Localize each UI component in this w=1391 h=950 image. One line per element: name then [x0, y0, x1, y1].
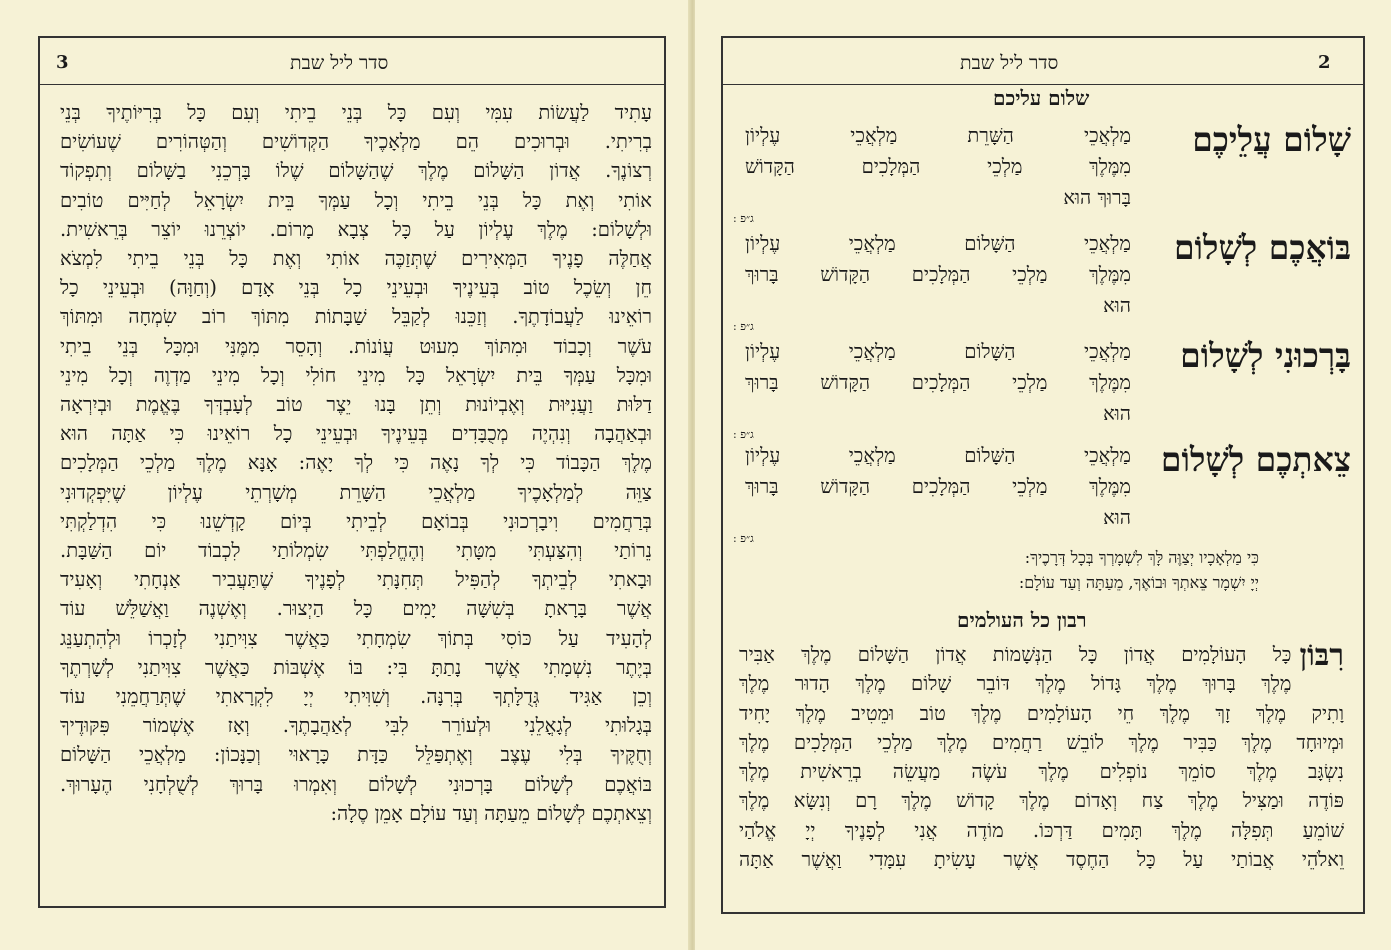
- text-line: מֶלֶךְ בָּרוּךְ מֶלֶךְ גָּדוֹל מֶלֶךְ דּוֹבֵר שָׁלוֹם מֶלֶךְ הָדוּר מֶלֶךְ: [739, 672, 1292, 696]
- verse-line: מַלְאֲכֵי הַשָּׁלוֹם מַלְאֲכֵי עֶלְיוֹן: [745, 444, 1131, 467]
- text-line: בּוֹאֲכֶם לְשָׁלוֹם בָּרְכוּנִי לְשָׁלוֹם וְאִמְרוּ בָּרוּךְ לְשֻׁלְחָנִי הֶעָרוּךְ.: [60, 772, 652, 796]
- text-line: וּבְאַהֲבָה וְנִהְיֶה מְכֻבָּדִים בְּעֵינֶיךָ וּבְעֵינֵי כָל רוֹאֵינוּ כִּי אַתָּה הוּא: [60, 422, 652, 446]
- section-title-shalom-aleichem: שלום עליכם: [993, 86, 1090, 110]
- verse-line: הוּא: [1103, 402, 1131, 425]
- text-line: רְצוֹנֶךָ. אֲדוֹן הַשָּׁלוֹם מֶלֶךְ שֶׁהַשָּׁלוֹם שֶׁלוֹ בָּרְכֵנִי בַשָּׁלוֹם וְתִפְקוֹד: [60, 159, 652, 183]
- text-line: נִשְׂגָּב מֶלֶךְ סוֹמֵךְ נוֹפְלִים מֶלֶךְ עֹשֶׂה מַעֲשֵׂה בְרֵאשִׁית מֶלֶךְ: [739, 760, 1344, 784]
- text-line: בְרִיתִי. וּבְרוּכִים הֵם מַלְאָכֶיךָ הַקְּדוֹשִׁים וְהַטְּהוֹרִים שֶׁעוֹשִׂים: [60, 130, 652, 154]
- page-number: 2: [1318, 52, 1331, 73]
- page-number: 3: [56, 52, 69, 73]
- text-line: חֵן וְשֵׂכֶל טוֹב בְּעֵינֶיךָ וּבְעֵינֵי כָל בְּנֵי אָדָם (וְחַוָּה) וּבְעֵינֵי כָל: [60, 276, 652, 300]
- text-line: עָתִיד לַעֲשׂוֹת עִמִּי וְעִם כָּל בְּנֵי בֵיתִי וְעִם כָּל בְּרִיּוֹתֶיךָ בְּנֵי: [60, 101, 652, 124]
- ribon-opening-word: רִבּוֹן: [1299, 638, 1344, 673]
- verse-line: מַלְאֲכֵי הַשָּׁלוֹם מַלְאֲכֵי עֶלְיוֹן: [745, 340, 1131, 363]
- stanza-heading: בָּרְכוּנִי לְשָׁלוֹם: [1180, 336, 1351, 375]
- text-line: נֵרוֹתַי וְהִצַּעְתִּי מִטָּתִי וְהֶחֱלַפְתִּי שִׂמְלוֹתַי לִכְבוֹד יוֹם הַשַּׁבָּת.: [60, 539, 652, 563]
- text-line: פּוֹדֶה וּמַצִּיל מֶלֶךְ צַח וְאָדוֹם מֶלֶךְ קָדוֹשׁ מֶלֶךְ רָם וְנִשָּׂא מֶלֶךְ: [739, 789, 1344, 813]
- text-line: בְּיֶתֶר נִשְׁמָתִי אֲשֶׁר נָתַתָּ בִּי: בּוֹ אֶשְׁבּוֹת כַּאֲשֶׁר צִוִּיתַנִי לְשָׁרְתֶךָ: [60, 655, 652, 679]
- stanza-verse: [745, 120, 1131, 213]
- verse-line: הוּא: [1103, 506, 1131, 529]
- text-line: וּלְשָׁלוֹם: מֶלֶךְ עֶלְיוֹן עַל כָּל צְבָא מָרוֹם. יוֹצְרֵנוּ יוֹצֵר בְּרֵאשִׁית.: [60, 217, 652, 241]
- text-line: וְצֵאתְכֶם לְשָׁלוֹם מֵעַתָּה וְעַד עוֹלָם אָמֵן סֶלָה:: [330, 801, 652, 825]
- prayer-body-text: [60, 98, 652, 828]
- verse-line: בָּרוּךְ הוּא: [1063, 186, 1131, 209]
- text-line: מֶלֶךְ הַכָּבוֹד כִּי לְךָ נָאֶה כִּי לְךָ יָאֶה: אָנָּא מֶלֶךְ מַלְכֵי הַמְּלָכִים: [60, 451, 652, 475]
- text-line: וְכֵן אַגִּיד גְּדֻלָּתְךָ בְּרִנָּה. וְשִׁוִּיתִי יְיָ לִקְרָאתִי שֶׁתְּרַחֲמֵנִי עוֹד: [60, 685, 652, 709]
- text-line: וּמִכָּל עַמְּךָ בֵּית יִשְׂרָאֵל כָּל מִינֵי חוֹלִי וְכָל מִינֵי מַדְוֶה וְכָל מִינֵי: [60, 363, 652, 387]
- text-line: צַוֵּה לְמַלְאָכֶיךָ מַלְאֲכֵי הַשָּׁרֵת מְשָׁרְתֵי עֶלְיוֹן שֶׁיִּפְקְדוּנִי: [60, 480, 652, 504]
- text-line: בְּרַחֲמִים וִיבָרְכוּנִי בְּבוֹאָם לְבֵיתִי בְּיוֹם קָדְשֵׁנוּ כִּי הִדְלַקְתִּי: [60, 509, 652, 533]
- text-line: וָתִיק מֶלֶךְ זָךְ מֶלֶךְ חֵי הָעוֹלָמִים מֶלֶךְ טוֹב וּמֵטִיב מֶלֶךְ יָחִיד: [739, 701, 1344, 725]
- left-page: [0, 0, 690, 950]
- text-line: דַלּוּת וַעֲנִיּוּת וְאֶבְיוֹנוּת וְתֵן בָּנוּ יֵצֶר טוֹב לְעָבְדְּךָ בֶּאֱמֶת וּבְיִרְאָה: [60, 393, 652, 417]
- text-line: וְחֻקֶּיךָ בְּלִי עֶצֶב וְאֶתְפַּלֵּל כַּדָּת כָּרָאוּי וְכַנָּכוֹן: מַלְאֲכֵי הַשָּׁלוֹם: [60, 743, 652, 767]
- running-head: סדר ליל שבת: [290, 52, 389, 74]
- running-head: סדר ליל שבת: [960, 52, 1059, 74]
- section-title-ribon: רבון כל העולמים: [957, 608, 1087, 632]
- verse-line: מִמֶּלֶךְ מַלְכֵי הַמְּלָכִים הַקָּדוֹשׁ בָּרוּךְ: [745, 371, 1131, 394]
- verse-line: יְיָ יִשְׁמָר צֵאתְךָ וּבוֹאֶךָ, מֵעַתָּה וְעַד עוֹלָם:: [1018, 573, 1259, 592]
- stanza-verse: [745, 440, 1131, 533]
- text-line: כָּל הָעוֹלָמִים אֲדוֹן כָּל הַנְּשָׁמוֹת אֲדוֹן הַשָּׁלוֹם מֶלֶךְ אַבִּיר: [739, 643, 1292, 666]
- text-line: וּמְיוּחָד מֶלֶךְ כַּבִּיר מֶלֶךְ לוֹבֵשׁ רַחֲמִים מֶלֶךְ מַלְכֵי הַמְּלָכִים מֶלֶךְ: [739, 730, 1344, 754]
- text-line: וֵאלֹהֵי אֲבוֹתַי עַל כָּל הַחֶסֶד אֲשֶׁר עָשִׂיתָ עִמָּדִי וַאֲשֶׁר אַתָּה: [739, 848, 1344, 872]
- text-line: אֲחַלֶּה פָנֶיךָ הַמְּאִירִים שֶׁתְּזַכֶּה אוֹתִי וְאֶת כָּל בְּנֵי בֵיתִי לִמְצֹא: [60, 247, 652, 271]
- verse-line: כִּי מַלְאָכָיו יְצַוֶּה לָּךְ לִשְׁמָרְךָ בְּכָל דְּרָכֶיךָ:: [1024, 548, 1259, 567]
- verse-line: הוּא: [1103, 294, 1131, 317]
- repeat-three-times-mark: ג״פ :: [733, 212, 754, 225]
- stanza-heading: בּוֹאֲכֶם לְשָׁלוֹם: [1173, 228, 1351, 267]
- ribon-olamim-text: [739, 640, 1344, 874]
- verse-line: מַלְאֲכֵי הַשָּׁלוֹם מַלְאֲכֵי עֶלְיוֹן: [745, 232, 1131, 255]
- text-line: אוֹתִי וְאֶת כָּל בְּנֵי בֵיתִי וְכָל עַמְּךָ בֵּית יִשְׂרָאֵל לְחַיִּים טוֹבִים: [60, 188, 652, 212]
- text-line: רוֹאֵינוּ לַעֲבוֹדָתֶךָ. וְזַכֵּנוּ לְקַבֵּל שַׁבָּתוֹת מִתּוֹךְ רוֹב שִׂמְחָה וּמִתּוֹךְ: [60, 305, 652, 329]
- verse-citations: [819, 545, 1259, 595]
- stanza-verse: [745, 336, 1131, 429]
- text-line: בְּגָלוּתִי לְגָאֳלֵנִי וּלְעוֹרֵר לִבִּי לְאַהֲבָתֶךָ. וְאָז אֶשְׁמוֹר פִּקּוּדֶיךָ: [60, 714, 652, 738]
- text-line: שׁוֹמֵעַ תְּפִלָּה מֶלֶךְ תָּמִים דַּרְכּוֹ. מוֹדֶה אֲנִי לְפָנֶיךָ יְיָ אֱלֹהַי: [739, 818, 1344, 842]
- verse-line: מִמֶּלֶךְ מַלְכֵי הַמְּלָכִים הַקָּדוֹשׁ: [745, 155, 1131, 178]
- header-rule: [40, 84, 664, 85]
- verse-line: מִמֶּלֶךְ מַלְכֵי הַמְּלָכִים הַקָּדוֹשׁ בָּרוּךְ: [745, 263, 1131, 286]
- text-line: וּבָאתִי לְבֵיתְךָ לְהַפִּיל תְּחִנָּתִי לְפָנֶיךָ שֶׁתַּעֲבִיר אַנְחָתִי וְאָעִיד: [60, 568, 652, 592]
- header-rule: [723, 84, 1363, 85]
- text-line: אֲשֶׁר בָּרָאתָ בְּשִׁשָּׁה יָמִים כָּל הַיְצוּר. וְאֶשְׁנֶה וַאֲשַׁלֵּשׁ עוֹד: [60, 597, 652, 621]
- text-line: לְהָעִיד עַל כּוֹסִי בְּתוֹךְ שִׂמְחָתִי כַּאֲשֶׁר צִוִּיתַנִי לְזָכְרוֹ וּלְהִתְעַנֵּג: [60, 626, 652, 650]
- stanza-verse: [745, 228, 1131, 321]
- repeat-three-times-mark: ג״פ :: [733, 532, 754, 545]
- verse-line: מַלְאֲכֵי הַשָּׁרֵת מַלְאֲכֵי עֶלְיוֹן: [745, 124, 1131, 147]
- stanza-heading: שָׁלוֹם עֲלֵיכֶם: [1192, 120, 1351, 159]
- stanza-heading: צֵאתְכֶם לְשָׁלוֹם: [1160, 440, 1351, 479]
- repeat-three-times-mark: ג״פ :: [733, 320, 754, 333]
- repeat-three-times-mark: ג״פ :: [733, 428, 754, 441]
- right-page: [695, 0, 1391, 950]
- text-line: עֹשֶׁר וְכָבוֹד וּמִתּוֹךְ מִעוּט עֲוֹנוֹת. וְהָסֵר מִמֶּנִּי וּמִכָּל בְּנֵי בֵיתִי: [60, 334, 652, 358]
- verse-line: מִמֶּלֶךְ מַלְכֵי הַמְּלָכִים הַקָּדוֹשׁ בָּרוּךְ: [745, 475, 1131, 498]
